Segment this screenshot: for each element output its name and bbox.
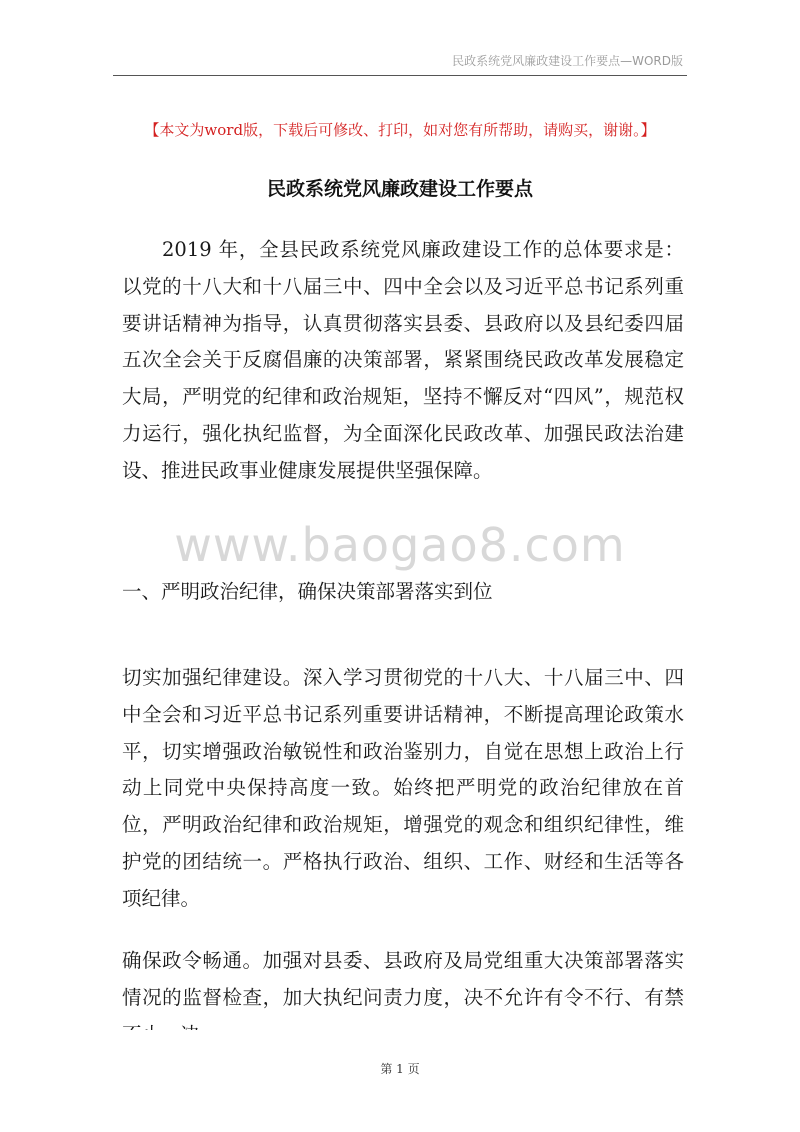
page-number: 第 1 页 bbox=[380, 1062, 420, 1076]
header-divider bbox=[113, 75, 687, 76]
body-paragraph-truncated: 确保政令畅通。加强对县委、县政府及局党组重大决策部署落实情况的监督检查，加大执纪问责力度，决不允许有令不行、有禁 bbox=[122, 949, 684, 1009]
watermark: www.baogao8.com bbox=[174, 518, 626, 572]
body-paragraph: 切实加强纪律建设。深入学习贯彻党的十八大、十八届三中、四中全会和习近平总书记系列重要讲话精神，不断提高理论政策水平，切实增强政治敏锐性和政治鉴别力，自觉在思想上政治上行动上同党中央保持高度一致。始终把严明党的政治纪律放在首位，严明政治纪律和政治规矩，增强党的观念和组织纪律性，维护党的团结统一。严格执行政治、组织、工作、财经和生活等各项纪律。 bbox=[122, 666, 684, 910]
section-heading: 一、严明政治纪律，确保决策部署落实到位 bbox=[122, 580, 493, 603]
document-title: 民政系统党风廉政建设工作要点 bbox=[266, 178, 533, 200]
page-bottom-margin bbox=[0, 1030, 800, 1050]
intro-paragraph: 2019 年，全县民政系统党风廉政建设工作的总体要求是：以党的十八大和十八届三中、四中全会以及习近平总书记系列重要讲话精神为指导，认真贯彻落实县委、县政府以及县纪委四届五次全会关于反腐倡廉的决策部署，紧紧围绕民政改革发展稳定大局，严明党的纪律和政治规矩，坚持不懈反对“四风”，规范权力运行，强化执纪监督，为全面深化民政改革、加强民政法治建设、推进民政事业健康发展提供坚强保障。 bbox=[122, 238, 684, 482]
running-header: 民政系统党风廉政建设工作要点—WORD版 bbox=[452, 54, 683, 68]
purchase-notice: 【本文为word版，下载后可修改、打印，如对您有所帮助，请购买，谢谢。】 bbox=[144, 121, 656, 139]
